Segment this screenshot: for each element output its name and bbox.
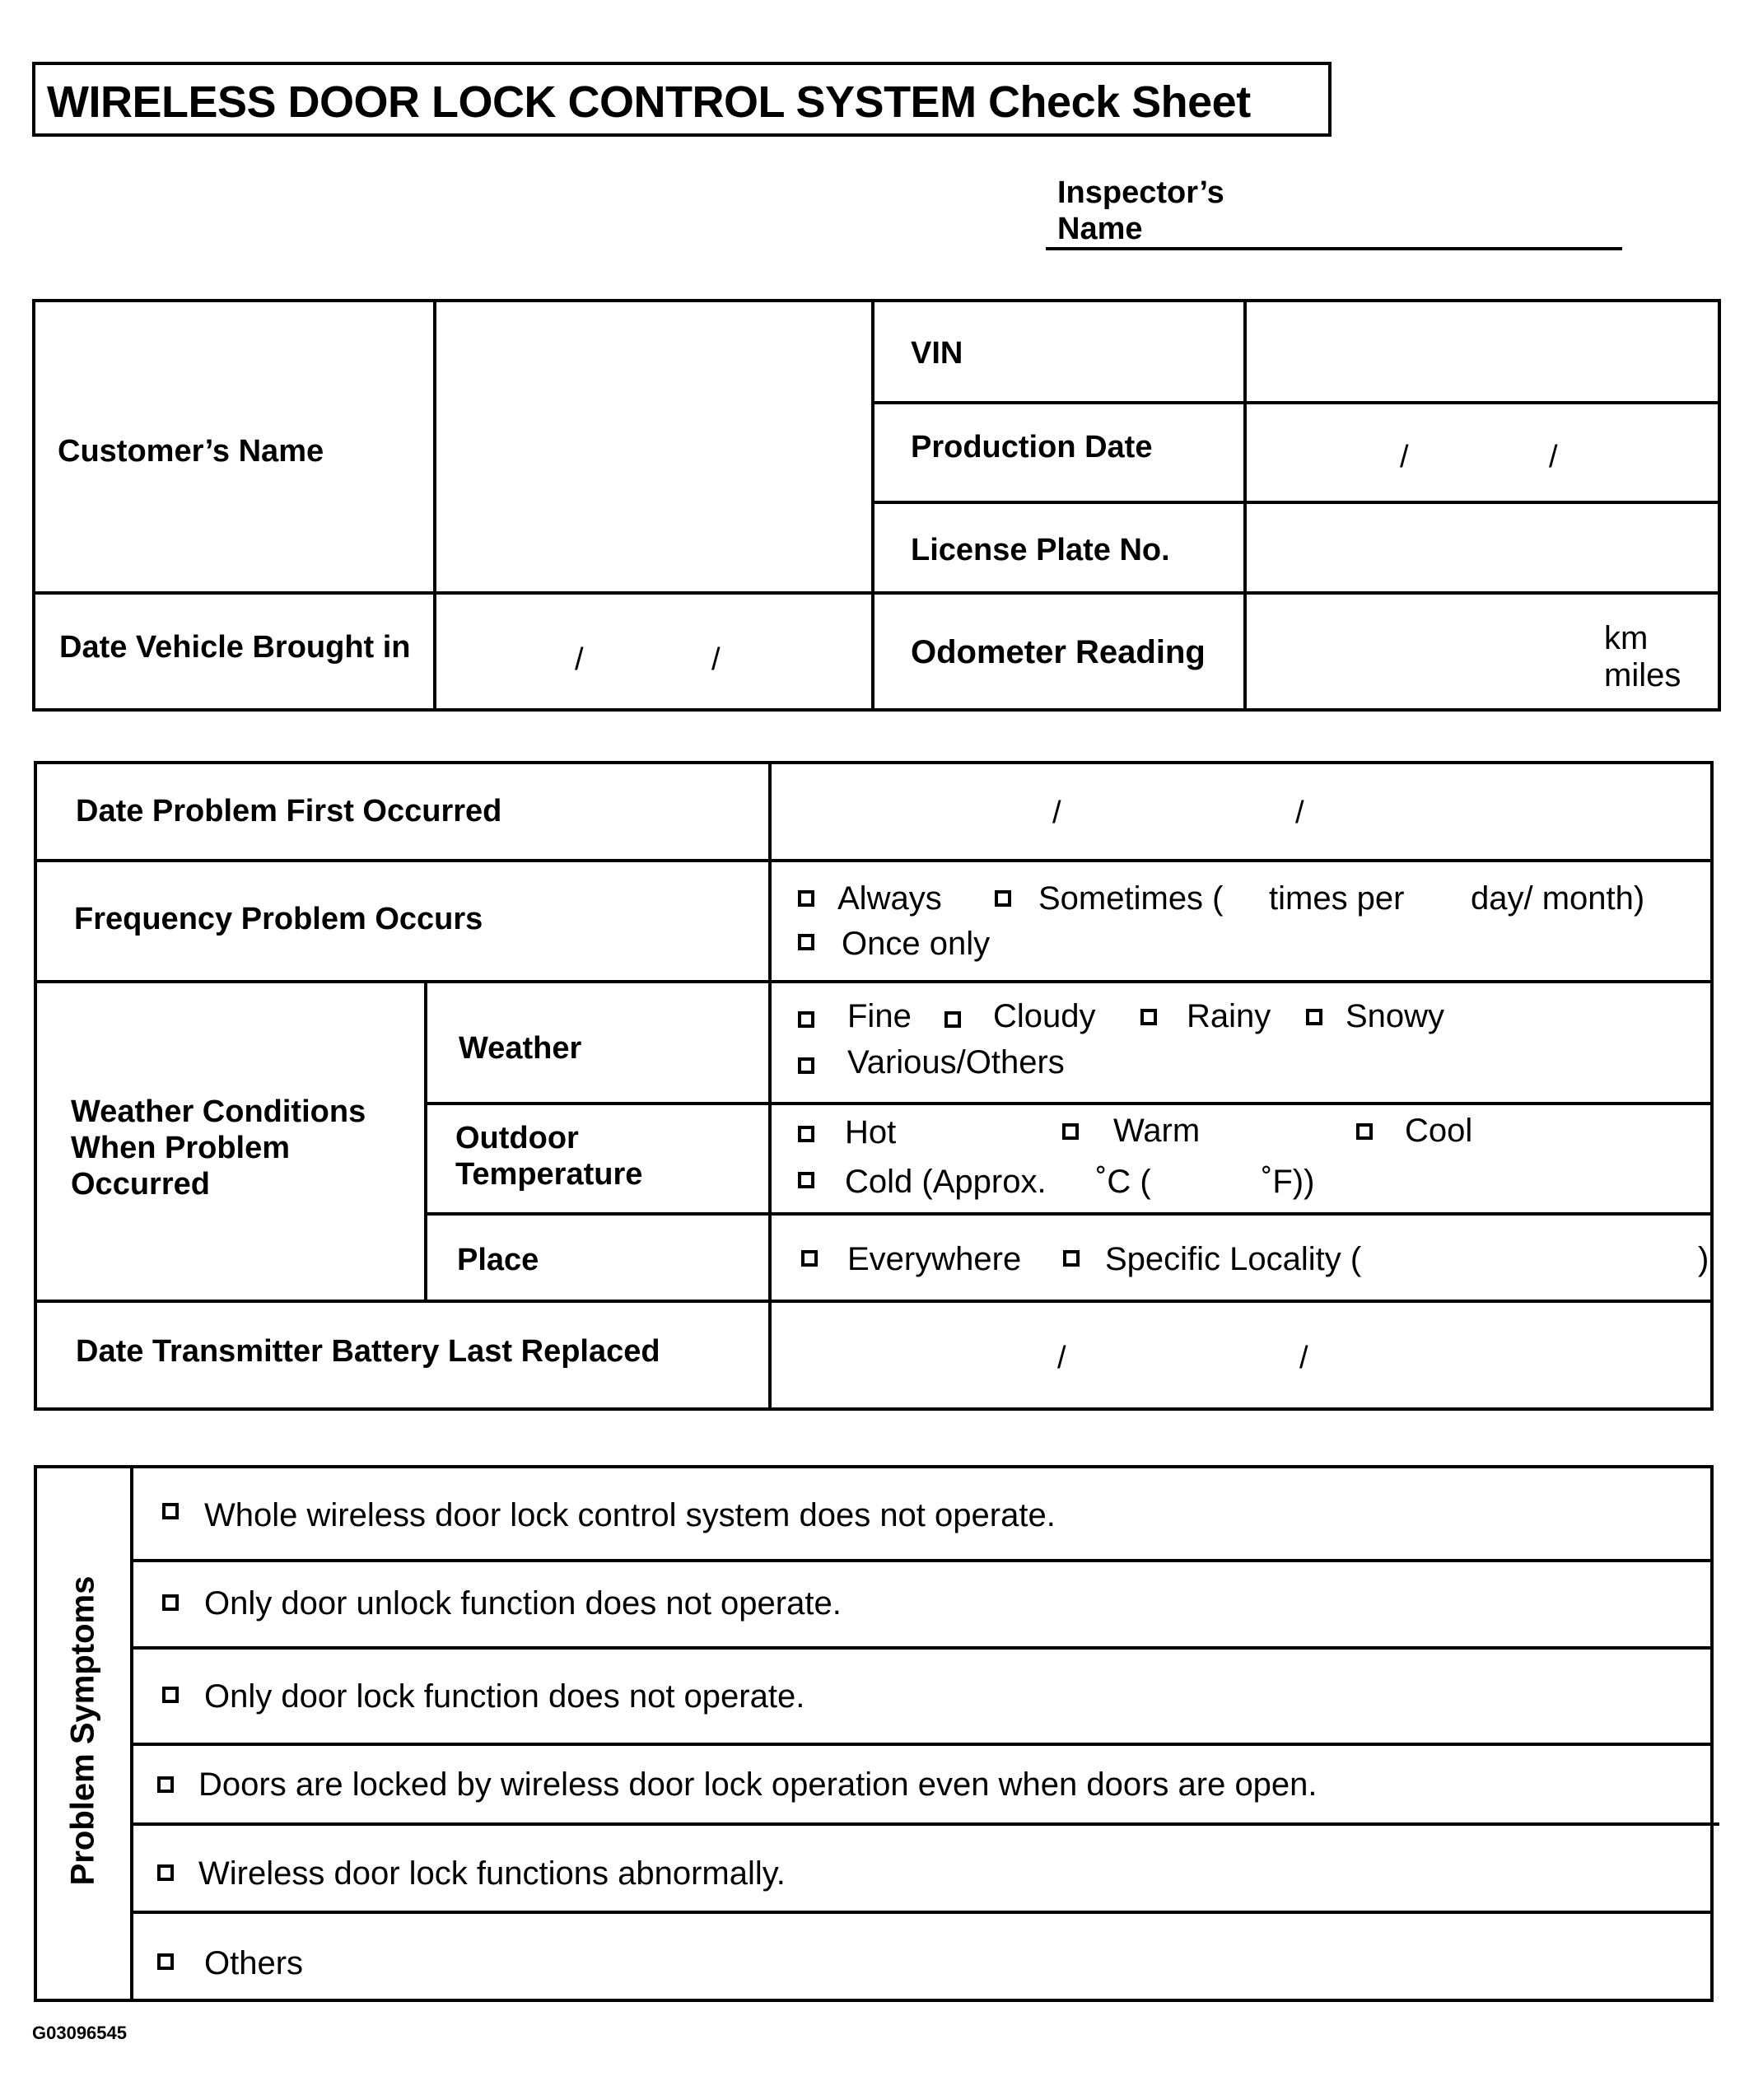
option-times-per-label: times per (1269, 880, 1405, 917)
checkbox-warm[interactable] (1062, 1123, 1079, 1140)
production-date-separator: / (1400, 440, 1409, 474)
checkbox-symptom-3[interactable] (162, 1687, 179, 1703)
problem-table-rule-3 (424, 1102, 1714, 1105)
temperature-cold-label: Cold (Approx. (845, 1164, 1047, 1200)
checkbox-sometimes[interactable] (995, 890, 1011, 907)
symptoms-table-rule-2 (130, 1646, 1714, 1650)
option-day-month-label: day/ month) (1471, 880, 1645, 917)
vin-field[interactable] (1247, 302, 1718, 401)
odometer-label: Odometer Reading (911, 634, 1206, 670)
frequency-label: Frequency Problem Occurs (74, 902, 483, 936)
symptom-item-3: Only door lock function does not operate. (204, 1678, 805, 1715)
problem-table-rule-2 (34, 980, 1714, 983)
production-date-separator: / (1549, 440, 1558, 474)
place-close-paren: ) (1698, 1241, 1709, 1277)
symptom-item-6: Others (204, 1945, 304, 1981)
battery-replaced-label: Date Transmitter Battery Last Replaced (76, 1334, 660, 1369)
odometer-unit-km: km (1604, 620, 1649, 656)
checkbox-symptom-5[interactable] (157, 1864, 174, 1881)
temperature-fahrenheit-label: ˚F)) (1262, 1164, 1315, 1200)
battery-date-separator: / (1057, 1341, 1066, 1375)
production-date-label: Production Date (911, 430, 1153, 464)
license-plate-label: License Plate No. (911, 533, 1170, 567)
checkbox-specific-locality[interactable] (1063, 1250, 1080, 1267)
checkbox-symptom-6[interactable] (157, 1953, 174, 1970)
checkbox-always[interactable] (798, 890, 814, 907)
outdoor-temperature-label-line2: Temperature (455, 1157, 643, 1192)
checkbox-cold[interactable] (798, 1172, 814, 1188)
figure-code: G03096545 (32, 2023, 127, 2043)
first-occurred-separator: / (1052, 796, 1061, 830)
symptom-item-1: Whole wireless door lock control system does not operate. (204, 1497, 1056, 1533)
weather-label: Weather (459, 1031, 582, 1066)
license-plate-field[interactable] (1247, 504, 1718, 591)
vehicle-table-rule-3 (32, 591, 1721, 595)
inspector-name-line[interactable] (1046, 247, 1622, 250)
checkbox-cool[interactable] (1356, 1123, 1373, 1140)
weather-conditions-label-line1: Weather Conditions (71, 1094, 366, 1129)
weather-cloudy-label: Cloudy (993, 998, 1096, 1034)
symptoms-table-divider (130, 1465, 133, 2002)
weather-rainy-label: Rainy (1187, 998, 1271, 1034)
weather-conditions-label-line3: Occurred (71, 1167, 210, 1202)
problem-table-rule-5 (34, 1300, 1714, 1303)
checkbox-symptom-1[interactable] (162, 1503, 179, 1519)
symptom-item-4: Doors are locked by wireless door lock operation even when doors are open. (198, 1766, 1318, 1803)
weather-fine-label: Fine (847, 998, 912, 1034)
symptom-item-2: Only door unlock function does not operate. (204, 1585, 842, 1622)
problem-table-divider-sub (424, 982, 427, 1302)
symptoms-table-rule-3 (130, 1743, 1714, 1746)
date-brought-in-label: Date Vehicle Brought in (59, 630, 411, 665)
option-always-label: Always (837, 880, 942, 917)
vehicle-table-divider-2 (871, 299, 874, 712)
place-specific-locality-label: Specific Locality ( (1105, 1241, 1362, 1277)
checkbox-various[interactable] (798, 1057, 814, 1074)
checkbox-everywhere[interactable] (801, 1250, 818, 1267)
weather-various-label: Various/Others (847, 1044, 1065, 1080)
problem-symptoms-header (34, 1465, 130, 2002)
customers-name-label: Customer’s Name (58, 434, 324, 469)
symptoms-table-rule-1 (130, 1559, 1714, 1562)
first-occurred-label: Date Problem First Occurred (76, 794, 502, 828)
checkbox-symptom-2[interactable] (162, 1594, 179, 1611)
symptoms-table-rule-5 (130, 1911, 1714, 1914)
checkbox-symptom-4[interactable] (157, 1776, 174, 1793)
checkbox-snowy[interactable] (1306, 1009, 1322, 1025)
first-occurred-separator: / (1295, 796, 1304, 830)
weather-snowy-label: Snowy (1346, 998, 1445, 1034)
weather-conditions-label-line2: When Problem (71, 1131, 291, 1165)
page-title: WIRELESS DOOR LOCK CONTROL SYSTEM Check Sheet (47, 77, 1251, 127)
option-once-only-label: Once only (842, 926, 991, 962)
place-label: Place (457, 1243, 539, 1277)
vin-label: VIN (911, 336, 963, 371)
symptoms-table-rule-4 (130, 1822, 1719, 1826)
inspector-label-line2: Name (1057, 212, 1143, 246)
temperature-celsius-label: ˚C ( (1096, 1164, 1151, 1200)
vehicle-table-rule-1 (871, 401, 1721, 404)
date-brought-separator: / (575, 642, 584, 677)
checkbox-rainy[interactable] (1140, 1009, 1157, 1025)
checkbox-fine[interactable] (798, 1011, 814, 1028)
title-box (32, 62, 1332, 137)
problem-table-rule-4 (424, 1212, 1714, 1216)
outdoor-temperature-label-line1: Outdoor (455, 1121, 579, 1155)
inspector-label-line1: Inspector’s (1057, 175, 1224, 210)
temperature-cool-label: Cool (1405, 1113, 1473, 1149)
checkbox-once-only[interactable] (798, 934, 814, 950)
place-everywhere-label: Everywhere (847, 1241, 1022, 1277)
problem-symptoms-table (34, 1465, 1714, 2002)
temperature-hot-label: Hot (845, 1114, 897, 1150)
problem-symptoms-label: Problem Symptoms (64, 1575, 101, 1886)
problem-table-rule-1 (34, 859, 1714, 862)
symptom-item-5: Wireless door lock functions abnormally. (198, 1855, 786, 1892)
option-sometimes-label: Sometimes ( (1038, 880, 1224, 917)
date-brought-separator: / (711, 642, 721, 677)
temperature-warm-label: Warm (1113, 1113, 1201, 1149)
customers-name-field[interactable] (436, 302, 871, 591)
battery-date-separator: / (1299, 1341, 1308, 1375)
checkbox-hot[interactable] (798, 1126, 814, 1142)
checkbox-cloudy[interactable] (944, 1011, 961, 1028)
odometer-unit-miles: miles (1604, 657, 1681, 693)
